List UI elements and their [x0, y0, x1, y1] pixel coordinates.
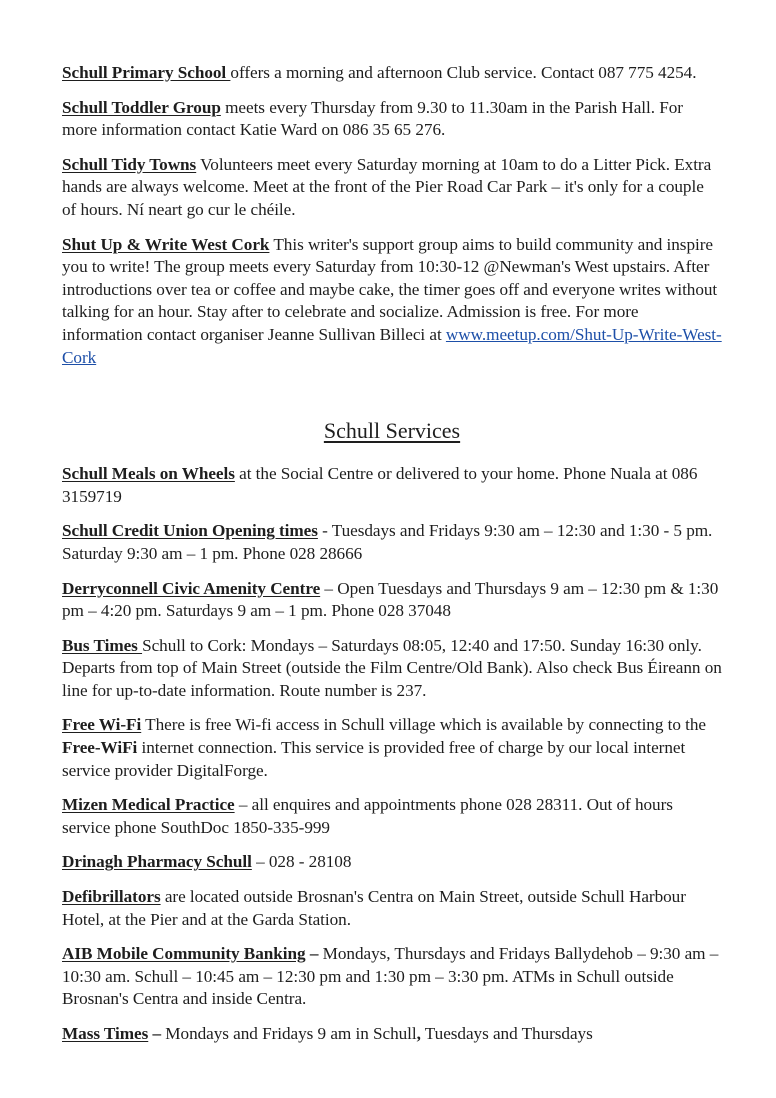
meetup-link[interactable]: www.meetup.com/Shut-Up-Write-West-Cork	[62, 324, 722, 367]
entry-toddler-group	[62, 97, 722, 142]
service-medical-practice	[62, 794, 722, 839]
service-text: at the Social Centre or delivered to your home. Phone Nuala at 086 3159719	[62, 464, 698, 506]
service-text: There is free Wi-fi access in Schull village which is available by connecting to the	[141, 715, 706, 735]
service-label: Mass Times	[62, 1024, 149, 1043]
entry-label: Shut Up & Write West Cork	[62, 234, 270, 254]
service-label: AIB Mobile Community Banking	[62, 944, 306, 964]
service-text: Schull to Cork: Mondays – Saturdays 08:05, 12:40 and 17:50. Sunday 16:30 only. Departs from top of Main Street (outside the Film Centre/Old Bank). Also check Bus Éireann on line for up-to-date information. Route number is 237.	[62, 635, 722, 700]
service-text: – 028 - 28108	[251, 852, 352, 872]
entry-text: meets every Thursday from 9.30 to 11.30am in the Parish Hall. For more information contact Katie Ward on 086 35 65 276.	[62, 97, 683, 140]
entry-shut-up-write	[62, 234, 722, 370]
entry-label: Schull Primary School	[62, 63, 231, 82]
entry-text: offers a morning and afternoon Club service. Contact 087 775 4254.	[230, 63, 697, 82]
service-mass-times	[62, 1023, 722, 1046]
entry-primary-school	[62, 62, 722, 85]
service-credit-union	[62, 520, 722, 565]
service-label: Derryconnell Civic Amenity Centre	[62, 578, 321, 598]
service-text: are located outside Brosnan's Centra on Main Street, outside Schull Harbour Hotel, at the Pier and at the Garda Station.	[62, 887, 686, 929]
service-bus-times	[62, 635, 722, 703]
service-text: internet connection. This service is provided free of charge by our local internet service provider DigitalForge.	[62, 738, 686, 780]
entry-text: Volunteers meet every Saturday morning at 10am to do a Litter Pick. Extra hands are always welcome. Meet at the front of the Pier Road Car Park – it's only for a couple of hours. Ní neart go cur le chéile.	[62, 154, 712, 219]
service-text: Mondays and Fridays 9 am in Schull	[161, 1024, 417, 1043]
service-civic-amenity	[62, 578, 722, 623]
service-label: Bus Times	[62, 635, 143, 655]
service-aib-banking	[62, 943, 722, 1011]
service-free-wifi	[62, 714, 722, 782]
entry-text: This writer's support group aims to build community and inspire you to write! The group meets every Saturday from 10:30-12 @Newman's West upstairs. After introductions over tea or coffee and maybe cake, the timer goes off and everyone writes without talking for an hour. Stay after to celebrate and socialize. Admission is free. For more information contact organiser Jeanne Sullivan Billeci at	[62, 234, 718, 344]
service-pharmacy	[62, 851, 722, 874]
service-label: Mizen Medical Practice	[62, 795, 235, 815]
service-text: – Open Tuesdays and Thursdays 9 am – 12:30 pm & 1:30 pm – 4:20 pm. Saturdays 9 am – 1 pm. Phone 028 37048	[62, 578, 719, 621]
entry-label: Schull Toddler Group	[62, 97, 221, 117]
service-text: Tuesdays and Thursdays	[420, 1024, 593, 1043]
service-text: – all enquires and appointments phone 028 28311. Out of hours service phone SouthDoc 1850-335-999	[62, 795, 673, 837]
service-meals-on-wheels	[62, 463, 722, 508]
entry-label: Schull Tidy Towns	[62, 154, 197, 174]
service-text: Mondays, Thursdays and Fridays Ballydehob – 9:30 am – 10:30 am. Schull – 10:45 am – 12:30 pm and 1:30 pm – 3:30 pm. ATMs in Schull outside Brosnan's Centra and inside Centra.	[62, 944, 719, 1009]
service-label: Schull Credit Union Opening times	[62, 521, 318, 541]
service-text: - Tuesdays and Fridays 9:30 am – 12:30 and 1:30 - 5 pm. Saturday 9:30 am – 1 pm. Phone 028 28666	[62, 521, 713, 563]
service-label: Schull Meals on Wheels	[62, 464, 235, 484]
service-label: Drinagh Pharmacy Schull	[62, 852, 252, 872]
service-defibrillators	[62, 886, 722, 931]
wifi-network-name: Free-WiFi	[62, 738, 138, 758]
service-label: Defibrillators	[62, 887, 161, 907]
service-dash: –	[305, 944, 319, 964]
document-page	[62, 62, 722, 1058]
service-comma: ,	[416, 1024, 421, 1043]
entry-tidy-towns	[62, 154, 722, 222]
service-label: Free Wi-Fi	[62, 715, 142, 735]
section-title: Schull Services	[323, 418, 461, 444]
service-dash: –	[148, 1024, 162, 1043]
